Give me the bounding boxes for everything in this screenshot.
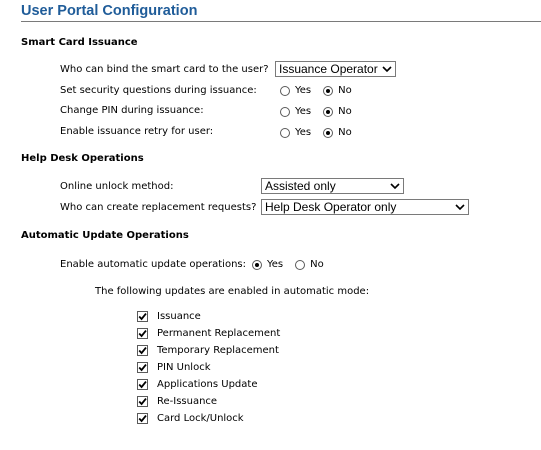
checkmark-icon [138,346,147,355]
security-questions-label: Set security questions during issuance: [60,85,257,96]
auto-update-item-label: PIN Unlock [157,362,211,373]
change-pin-label: Change PIN during issuance: [60,105,204,116]
issuance-retry-label: Enable issuance retry for user: [60,126,214,137]
auto-update-checkbox[interactable] [137,345,148,356]
radio-label-no: No [338,106,352,117]
auto-update-item [137,413,244,424]
checkmark-icon [138,329,147,338]
enable-auto-update-no-radio[interactable] [295,260,305,270]
radio-label-yes: Yes [295,85,312,96]
auto-update-checkbox[interactable] [137,362,148,373]
auto-update-item-label: Issuance [157,311,201,322]
replacement-requests-select-value: Help Desk Operator only [265,200,397,214]
security-questions-no-radio[interactable] [323,86,333,96]
online-unlock-select-value: Assisted only [265,179,336,193]
section-heading-help-desk: Help Desk Operations [21,153,144,164]
enable-auto-update-radio-group [252,259,336,270]
checkmark-icon [138,312,147,321]
auto-update-item [137,328,280,339]
bind-card-select[interactable] [275,61,396,77]
change-pin-no-radio[interactable] [323,107,333,117]
change-pin-yes-radio[interactable] [280,107,290,117]
replacement-requests-select[interactable] [261,199,469,215]
section-heading-auto-update: Automatic Update Operations [21,230,189,241]
page-title: User Portal Configuration [21,3,541,22]
chevron-down-icon [382,63,392,78]
auto-update-checkbox[interactable] [137,328,148,339]
auto-update-item-label: Re-Issuance [157,396,218,407]
online-unlock-select[interactable] [261,178,404,194]
checkmark-icon [138,363,147,372]
change-pin-radio-group [280,106,364,117]
bind-card-label: Who can bind the smart card to the user? [60,64,269,75]
chevron-down-icon [455,201,465,216]
radio-label-no: No [310,259,324,270]
checkmark-icon [138,397,147,406]
auto-update-item [137,345,279,356]
issuance-retry-radio-group [280,127,364,138]
issuance-retry-no-radio[interactable] [323,128,333,138]
radio-label-no: No [338,127,352,138]
chevron-down-icon [390,180,400,195]
checkmark-icon [138,380,147,389]
security-questions-radio-group [280,85,364,96]
issuance-retry-yes-radio[interactable] [280,128,290,138]
auto-update-item [137,396,217,407]
auto-update-item-label: Temporary Replacement [157,345,279,356]
enable-auto-update-yes-radio[interactable] [252,260,262,270]
auto-update-item [137,379,257,390]
auto-update-item-label: Applications Update [157,379,258,390]
online-unlock-label: Online unlock method: [60,181,174,192]
auto-update-checkbox[interactable] [137,379,148,390]
auto-update-item-label: Permanent Replacement [157,328,281,339]
auto-update-checkbox[interactable] [137,311,148,322]
auto-update-item [137,311,201,322]
radio-label-yes: Yes [295,106,312,117]
auto-update-checkbox[interactable] [137,396,148,407]
radio-label-yes: Yes [267,259,284,270]
replacement-requests-label: Who can create replacement requests? [60,202,257,213]
auto-update-checkbox[interactable] [137,413,148,424]
bind-card-select-value: Issuance Operator [279,62,378,76]
section-heading-smart-card: Smart Card Issuance [21,37,138,48]
auto-update-item [137,362,210,373]
security-questions-yes-radio[interactable] [280,86,290,96]
enable-auto-update-label: Enable automatic update operations: [60,259,246,270]
radio-label-yes: Yes [295,127,312,138]
checkmark-icon [138,414,147,423]
auto-mode-intro: The following updates are enabled in automatic mode: [95,286,370,297]
radio-label-no: No [338,85,352,96]
auto-update-item-label: Card Lock/Unlock [157,413,244,424]
